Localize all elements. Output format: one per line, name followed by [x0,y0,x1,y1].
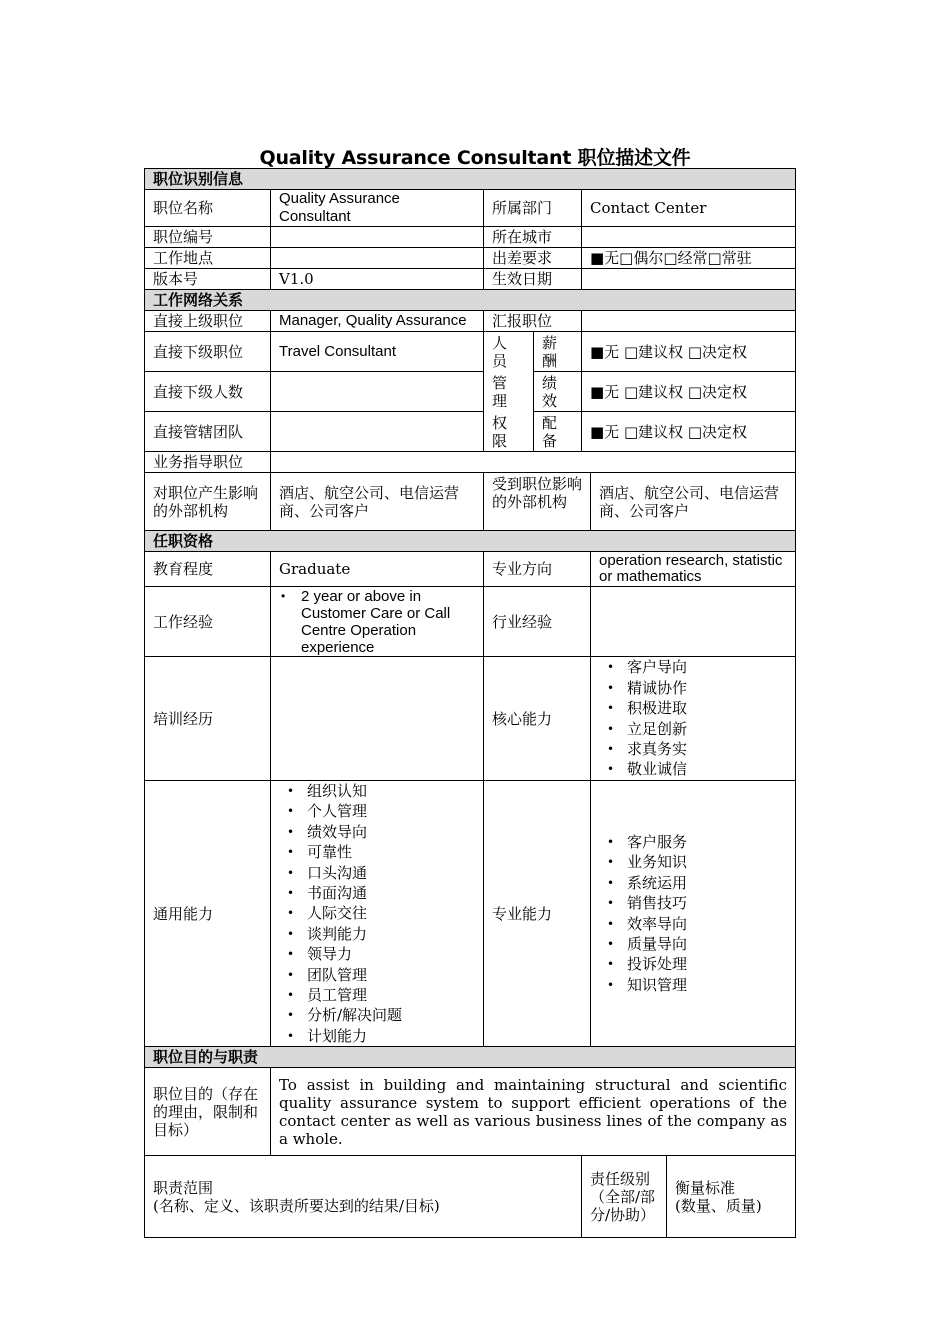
work-exp-item: • 2 year or above in Customer Care or Call Centre Operation experience [281,588,475,656]
section-header-network: 工作网络关系 [145,290,796,311]
mgmt-char: 限 [492,431,508,450]
salary-label [534,332,582,372]
core-item: • 求真务实 [603,739,787,759]
sub-label: 直接下级职位 [145,332,271,372]
professional-item: • 质量导向 [603,934,787,954]
work-exp-label: 工作经验 [145,587,271,657]
effective-value [582,269,796,290]
performance-char: 效 [542,391,558,410]
version-value: V1.0 [271,269,484,290]
allocation-label [534,412,582,452]
purpose-text: To assist in building and maintaining structural and scientific quality assurance system to support efficient operations of the contact center as well as various business lines of the company as a whole. [271,1068,796,1156]
section-header-qualifications: 任职资格 [145,531,796,552]
level-label: 责任级别（全部/部分/协助） [582,1156,667,1238]
core-item: • 积极进取 [603,698,787,718]
training-label: 培训经历 [145,657,271,781]
guidance-label: 业务指导职位 [145,452,271,473]
superior-value: Manager, Quality Assurance [271,311,484,332]
city-value [582,227,796,248]
work-exp-cell [271,587,484,657]
mgmt-char: 员 [492,351,508,370]
general-item: • 口头沟通 [283,863,475,883]
professional-item: • 销售技巧 [603,893,787,913]
professional-item: • 知识管理 [603,975,787,995]
general-item: • 团队管理 [283,965,475,985]
affect-ext-value: 酒店、航空公司、电信运营商、公司客户 [271,473,484,531]
dept-value: Contact Center [582,190,796,227]
general-item: • 组织认知 [283,781,475,801]
sub-value: Travel Consultant [271,332,484,372]
page-title: Quality Assurance Consultant 职位描述文件 [259,147,691,169]
affect-ext-label: 对职位产生影响的外部机构 [145,473,271,531]
scope-label-desc: (名称、定义、该职责所要达到的结果/目标) [153,1196,440,1215]
salary-rights: ■无 □建议权 □决定权 [582,332,796,372]
location-label: 工作地点 [145,248,271,269]
location-value [271,248,484,269]
general-item: • 领导力 [283,944,475,964]
general-item: • 谈判能力 [283,924,475,944]
section-header-identity: 职位识别信息 [145,169,796,190]
affected-ext-label: 受到职位影响的外部机构 [484,473,591,531]
effective-label: 生效日期 [484,269,582,290]
sub-count-value [271,372,484,412]
core-item: • 客户导向 [603,657,787,677]
measure-label-title: 衡量标准 [675,1178,736,1197]
salary-char: 酬 [542,351,558,370]
education-label: 教育程度 [145,552,271,587]
core-cell [591,657,796,781]
core-label: 核心能力 [484,657,591,781]
travel-value: ■无□偶尔□经常□常驻 [582,248,796,269]
job-no-label: 职位编号 [145,227,271,248]
professional-cell [591,781,796,1047]
purpose-label: 职位目的（存在的理由，限制和目标） [145,1068,271,1156]
allocation-char: 备 [542,431,558,450]
industry-exp-value [591,587,796,657]
general-item: • 绩效导向 [283,822,475,842]
performance-char: 绩 [542,373,558,392]
general-item: • 个人管理 [283,801,475,821]
professional-label: 专业能力 [484,781,591,1047]
core-item: • 敬业诚信 [603,759,787,779]
salary-char: 薪 [542,333,558,352]
travel-label: 出差要求 [484,248,582,269]
team-value [271,412,484,452]
job-name-value: Quality Assurance Consultant [271,190,484,227]
mgmt-char: 人 [492,333,508,352]
professional-item: • 系统运用 [603,873,787,893]
mgmt-rights-label [484,332,534,452]
allocation-char: 配 [542,413,558,432]
city-label: 所在城市 [484,227,582,248]
report-value [582,311,796,332]
general-item: • 分析/解决问题 [283,1005,475,1025]
version-label: 版本号 [145,269,271,290]
major-label: 专业方向 [484,552,591,587]
affected-ext-value: 酒店、航空公司、电信运营商、公司客户 [591,473,796,531]
general-cell [271,781,484,1047]
industry-exp-label: 行业经验 [484,587,591,657]
general-item: • 员工管理 [283,985,475,1005]
professional-item: • 投诉处理 [603,954,787,974]
performance-rights: ■无 □建议权 □决定权 [582,372,796,412]
general-item: • 可靠性 [283,842,475,862]
team-label: 直接管辖团队 [145,412,271,452]
performance-label [534,372,582,412]
scope-label-title: 职责范围 [153,1178,214,1197]
general-label: 通用能力 [145,781,271,1047]
sub-count-label: 直接下级人数 [145,372,271,412]
core-item: • 精诚协作 [603,678,787,698]
superior-label: 直接上级职位 [145,311,271,332]
core-item: • 立足创新 [603,719,787,739]
guidance-value [271,452,796,473]
report-label: 汇报职位 [484,311,582,332]
professional-item: • 客户服务 [603,832,787,852]
professional-item: • 业务知识 [603,852,787,872]
mgmt-char: 管 [492,373,508,392]
general-item: • 计划能力 [283,1026,475,1046]
measure-label [667,1156,796,1238]
dept-label: 所属部门 [484,190,582,227]
professional-item: • 效率导向 [603,914,787,934]
allocation-rights: ■无 □建议权 □决定权 [582,412,796,452]
measure-label-desc: (数量、质量) [675,1196,762,1215]
education-value: Graduate [271,552,484,587]
major-value: operation research, statistic or mathematics [591,552,796,587]
training-value [271,657,484,781]
mgmt-char: 权 [492,413,508,432]
job-description-table [144,168,796,1238]
mgmt-char: 理 [492,391,508,410]
scope-label [145,1156,582,1238]
general-item: • 人际交往 [283,903,475,923]
job-no-value [271,227,484,248]
section-header-purpose: 职位目的与职责 [145,1047,796,1068]
general-item: • 书面沟通 [283,883,475,903]
job-name-label: 职位名称 [145,190,271,227]
